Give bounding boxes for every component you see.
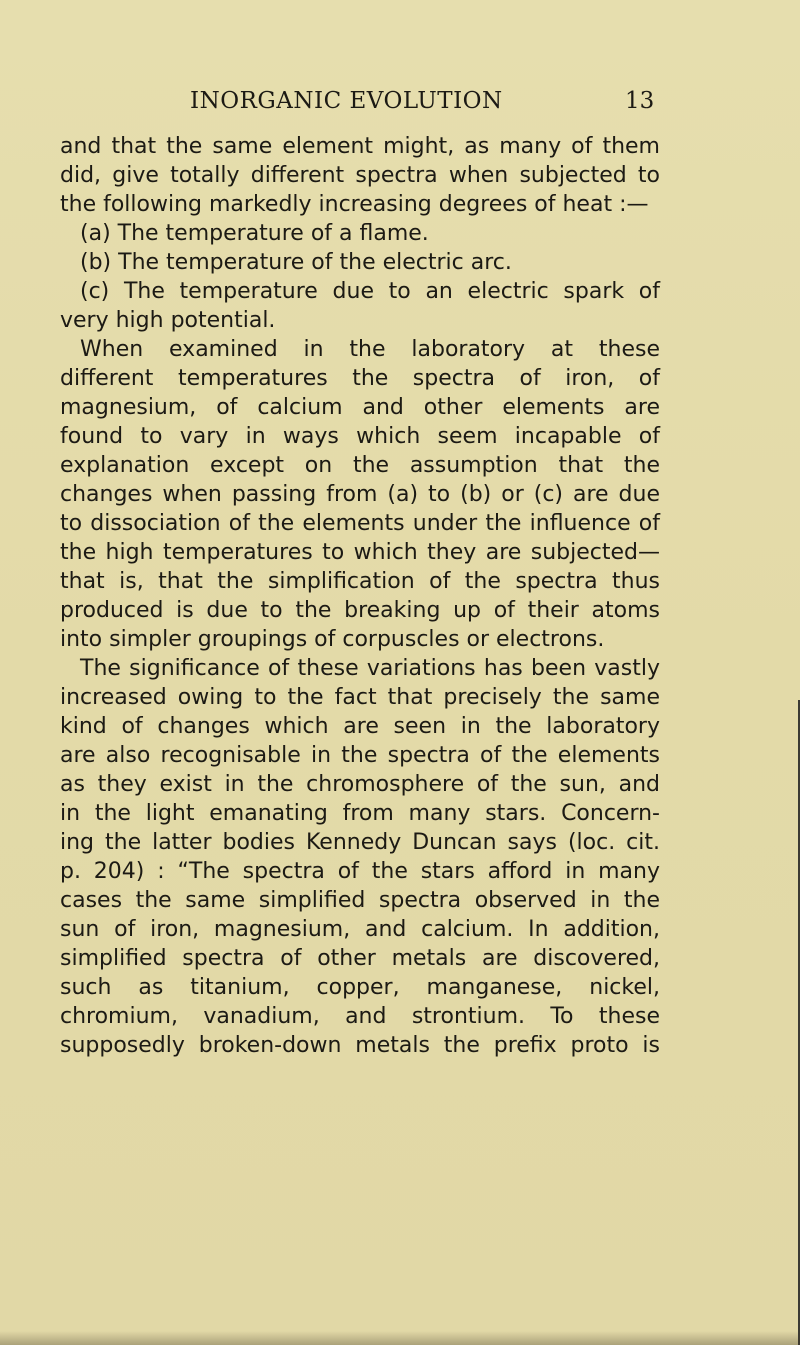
text-line: ing the latter bodies Kennedy Duncan says (loc. cit. xyxy=(60,830,660,855)
body-text xyxy=(60,132,660,1060)
text-line: are also recognisable in the spectra of the elements xyxy=(60,743,660,768)
text-line: kind of changes which are seen in the laboratory xyxy=(60,714,660,739)
text-line: the high temperatures to which they are subjected— xyxy=(60,540,660,565)
text-line: in the light emanating from many stars. Concern- xyxy=(60,801,660,826)
text-line: explanation except on the assumption that the xyxy=(60,453,660,478)
running-title: INORGANIC EVOLUTION xyxy=(190,88,503,114)
text-line: very high potential. xyxy=(60,308,276,333)
list-item-b: (b) The temperature of the electric arc. xyxy=(80,250,512,275)
text-line: increased owing to the fact that precisely the same xyxy=(60,685,660,710)
list-item-a: (a) The temperature of a flame. xyxy=(80,221,429,246)
text-line: into simpler groupings of corpuscles or electrons. xyxy=(60,627,605,652)
page-header xyxy=(0,88,800,122)
text-line: chromium, vanadium, and strontium. To these xyxy=(60,1004,660,1029)
text-line: found to vary in ways which seem incapable of xyxy=(60,424,660,449)
text-line: did, give totally different spectra when subjected to xyxy=(60,163,660,188)
text-line: the following markedly increasing degrees of heat :— xyxy=(60,192,649,217)
text-line: and that the same element might, as many of them xyxy=(60,134,660,159)
text-line: supposedly broken-down metals the prefix proto is xyxy=(60,1033,660,1058)
page-number: 13 xyxy=(625,88,655,114)
text-line: different temperatures the spectra of iron, of xyxy=(60,366,660,391)
list-item-c: (c) The temperature due to an electric spark of xyxy=(80,279,660,304)
text-line: to dissociation of the elements under the influence of xyxy=(60,511,660,536)
text-line: changes when passing from (a) to (b) or (c) are due xyxy=(60,482,660,507)
text-line: produced is due to the breaking up of their atoms xyxy=(60,598,660,623)
page-shadow xyxy=(0,1331,800,1345)
text-line: as they exist in the chromosphere of the sun, and xyxy=(60,772,660,797)
text-line: cases the same simplified spectra observed in the xyxy=(60,888,660,913)
text-line: magnesium, of calcium and other elements are xyxy=(60,395,660,420)
text-line: that is, that the simplification of the spectra thus xyxy=(60,569,660,594)
text-line: When examined in the laboratory at these xyxy=(80,337,660,362)
text-line: simplified spectra of other metals are discovered, xyxy=(60,946,660,971)
text-line: The significance of these variations has been vastly xyxy=(80,656,660,681)
text-line: sun of iron, magnesium, and calcium. In addition, xyxy=(60,917,660,942)
text-line: p. 204) : “The spectra of the stars afford in many xyxy=(60,859,660,884)
text-line: such as titanium, copper, manganese, nickel, xyxy=(60,975,660,1000)
